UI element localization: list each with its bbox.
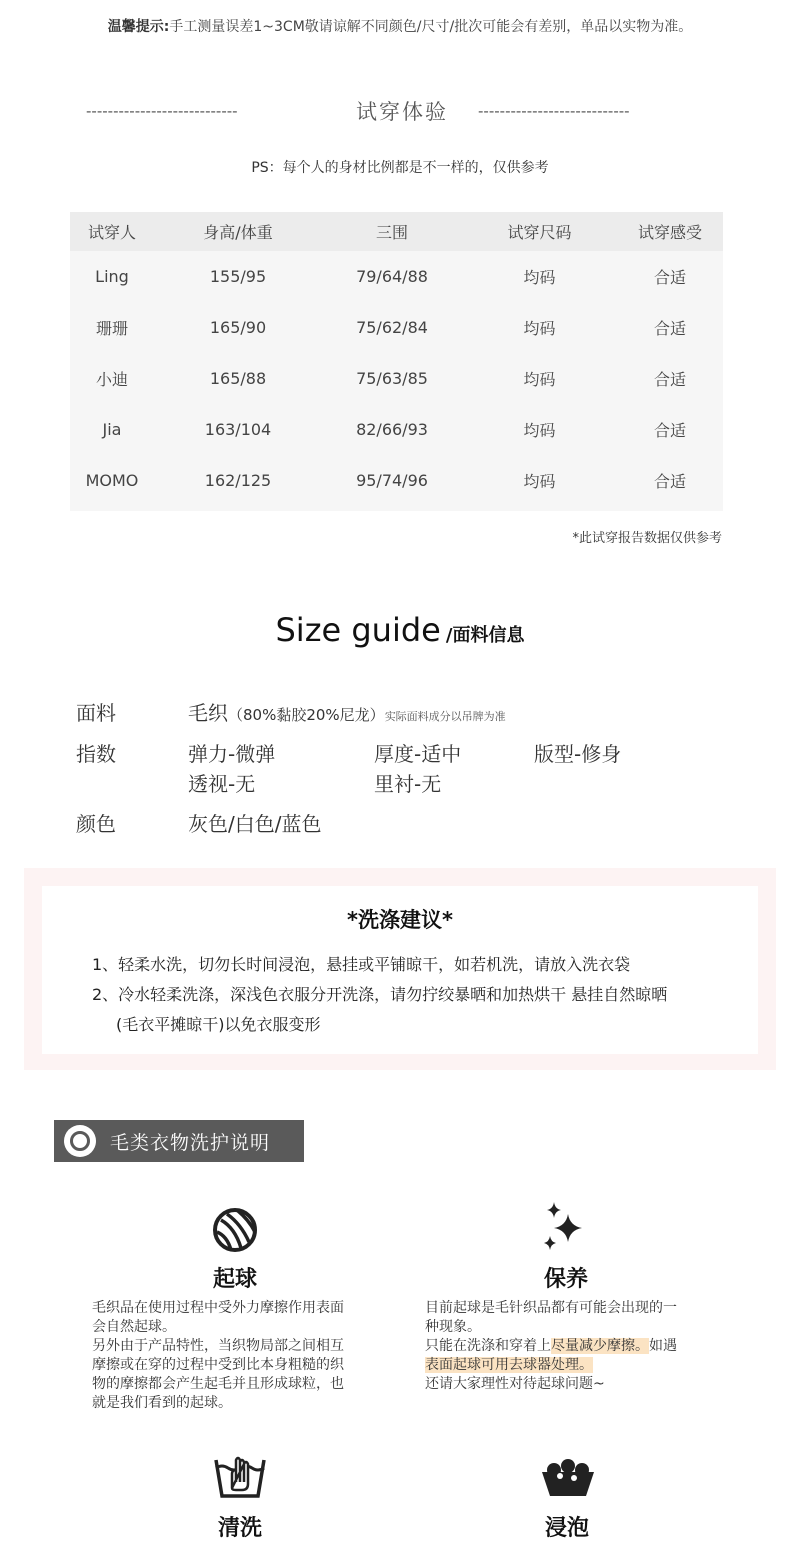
feel: 合适 bbox=[653, 421, 686, 440]
pilling-line: 就是我们看到的起球。 bbox=[92, 1395, 232, 1411]
size-guide-heading bbox=[0, 611, 800, 649]
table-row bbox=[70, 353, 723, 404]
feel: 合适 bbox=[653, 319, 686, 338]
header-size: 试穿尺码 bbox=[507, 223, 572, 242]
wash-line-2: 2、冷水轻柔洗涤，深浅色衣服分开洗涤，请勿拧绞暴晒和加热烘干 悬挂自然晾晒 bbox=[92, 985, 668, 1004]
thickness: 厚度-适中 bbox=[374, 742, 462, 766]
maintain-line: 目前起球是毛针织品都有可能会出现的一 bbox=[425, 1300, 677, 1316]
care-banner-title: 毛类衣物洗护说明 bbox=[110, 1131, 271, 1154]
divider-left: ---------------------------- bbox=[86, 102, 238, 120]
trial-note: *此试穿报告数据仅供参考 bbox=[572, 531, 722, 546]
pilling-line: 会自然起球。 bbox=[92, 1319, 176, 1335]
brand-logo-icon bbox=[64, 1125, 96, 1157]
elasticity: 弹力-微弹 bbox=[188, 742, 276, 766]
size-guide-title: Size guide bbox=[275, 611, 441, 649]
header-tester: 试穿人 bbox=[87, 223, 136, 242]
measurements: 75/63/85 bbox=[356, 369, 428, 388]
pilling-line: 另外由于产品特性，当织物局部之间相互 bbox=[92, 1338, 344, 1354]
soaking-title: 浸泡 bbox=[544, 1516, 589, 1541]
maintain-title: 保养 bbox=[543, 1267, 588, 1292]
tester-name: 珊珊 bbox=[95, 319, 128, 338]
table-row bbox=[70, 455, 723, 506]
trial-table bbox=[70, 212, 723, 511]
trial-title: 试穿体验 bbox=[356, 100, 448, 124]
highlight: 尽量减少摩擦。 bbox=[551, 1338, 649, 1354]
feel: 合适 bbox=[653, 370, 686, 389]
notice-label: 温馨提示: bbox=[107, 19, 170, 35]
trial-section-title bbox=[86, 96, 718, 126]
size-guide-subtitle: /面料信息 bbox=[445, 625, 525, 646]
size: 均码 bbox=[523, 421, 556, 440]
highlight: 表面起球可用去球器处理。 bbox=[425, 1357, 593, 1373]
index-label: 指数 bbox=[76, 742, 116, 766]
wash-line-1: 1、轻柔水洗，切勿长时间浸泡，悬挂或平铺晾干，如若机洗，请放入洗衣袋 bbox=[92, 955, 631, 974]
height-weight: 155/95 bbox=[209, 267, 267, 286]
color-value: 灰色/白色/蓝色 bbox=[188, 812, 322, 836]
maintain-text bbox=[425, 1299, 735, 1394]
yarn-ball-icon bbox=[211, 1206, 259, 1254]
size: 均码 bbox=[523, 472, 556, 491]
table-row bbox=[70, 251, 723, 302]
measurements: 95/74/96 bbox=[356, 471, 428, 490]
height-weight: 163/104 bbox=[204, 420, 272, 439]
wash-title: *洗涤建议* bbox=[347, 908, 453, 932]
header-height-weight: 身高/体重 bbox=[203, 223, 273, 242]
sparkle-icon bbox=[538, 1200, 594, 1256]
material-name: 毛织 bbox=[188, 701, 228, 725]
fit: 版型-修身 bbox=[534, 742, 622, 766]
header-feel: 试穿感受 bbox=[637, 223, 702, 242]
material-detail: （80%黏胶20%尼龙） bbox=[228, 706, 385, 724]
height-weight: 165/90 bbox=[209, 318, 267, 337]
wash-panel bbox=[24, 868, 776, 1070]
height-weight: 165/88 bbox=[209, 369, 267, 388]
material-value bbox=[188, 697, 506, 726]
height-weight: 162/125 bbox=[204, 471, 272, 490]
wash-line-3: (毛衣平摊晾干)以免衣服变形 bbox=[116, 1015, 321, 1034]
feel: 合适 bbox=[653, 472, 686, 491]
tester-name: Ling bbox=[95, 267, 129, 286]
table-header bbox=[70, 212, 723, 251]
size: 均码 bbox=[523, 370, 556, 389]
trial-ps: PS：每个人的身材比例都是不一样的，仅供参考 bbox=[251, 160, 549, 176]
maintain-line: 只能在洗涤和穿着上尽量减少摩擦。如遇 bbox=[425, 1338, 677, 1354]
maintain-line bbox=[425, 1356, 735, 1375]
pilling-line: 摩擦或在穿的过程中受到比本身粗糙的织 bbox=[92, 1357, 344, 1373]
size: 均码 bbox=[523, 319, 556, 338]
size: 均码 bbox=[523, 268, 556, 287]
tester-name: Jia bbox=[102, 420, 122, 439]
wash-card bbox=[42, 886, 758, 1054]
soak-basin-icon bbox=[538, 1458, 598, 1500]
table-row bbox=[70, 404, 723, 455]
pilling-text bbox=[92, 1299, 392, 1413]
notice-bar bbox=[0, 16, 800, 36]
pilling-line: 物的摩擦都会产生起毛并且形成球粒，也 bbox=[92, 1376, 344, 1392]
color-label: 颜色 bbox=[76, 812, 116, 836]
tester-name: MOMO bbox=[85, 471, 139, 490]
pilling-line: 毛织品在使用过程中受外力摩擦作用表面 bbox=[92, 1300, 344, 1316]
lining: 里衬-无 bbox=[374, 772, 442, 796]
pilling-title: 起球 bbox=[212, 1267, 257, 1292]
feel: 合适 bbox=[653, 268, 686, 287]
maintain-line: 还请大家理性对待起球问题~ bbox=[425, 1376, 605, 1392]
measurements: 82/66/93 bbox=[356, 420, 428, 439]
measurements: 79/64/88 bbox=[356, 267, 428, 286]
measurements: 75/62/84 bbox=[356, 318, 428, 337]
washing-title: 清洗 bbox=[217, 1516, 262, 1541]
material-note: 实际面料成分以吊牌为准 bbox=[384, 710, 506, 723]
hand-wash-icon bbox=[212, 1452, 268, 1500]
care-banner bbox=[54, 1120, 304, 1162]
tester-name: 小迪 bbox=[95, 370, 128, 389]
divider-right: ---------------------------- bbox=[478, 102, 630, 120]
table-row bbox=[70, 302, 723, 353]
maintain-line: 种现象。 bbox=[425, 1319, 481, 1335]
material-label: 面料 bbox=[76, 701, 116, 725]
notice-text: 手工测量误差1~3CM敬请谅解不同颜色/尺寸/批次可能会有差别，单品以实物为准。 bbox=[169, 19, 693, 35]
header-measurements: 三围 bbox=[375, 223, 408, 242]
transparency: 透视-无 bbox=[188, 772, 256, 796]
